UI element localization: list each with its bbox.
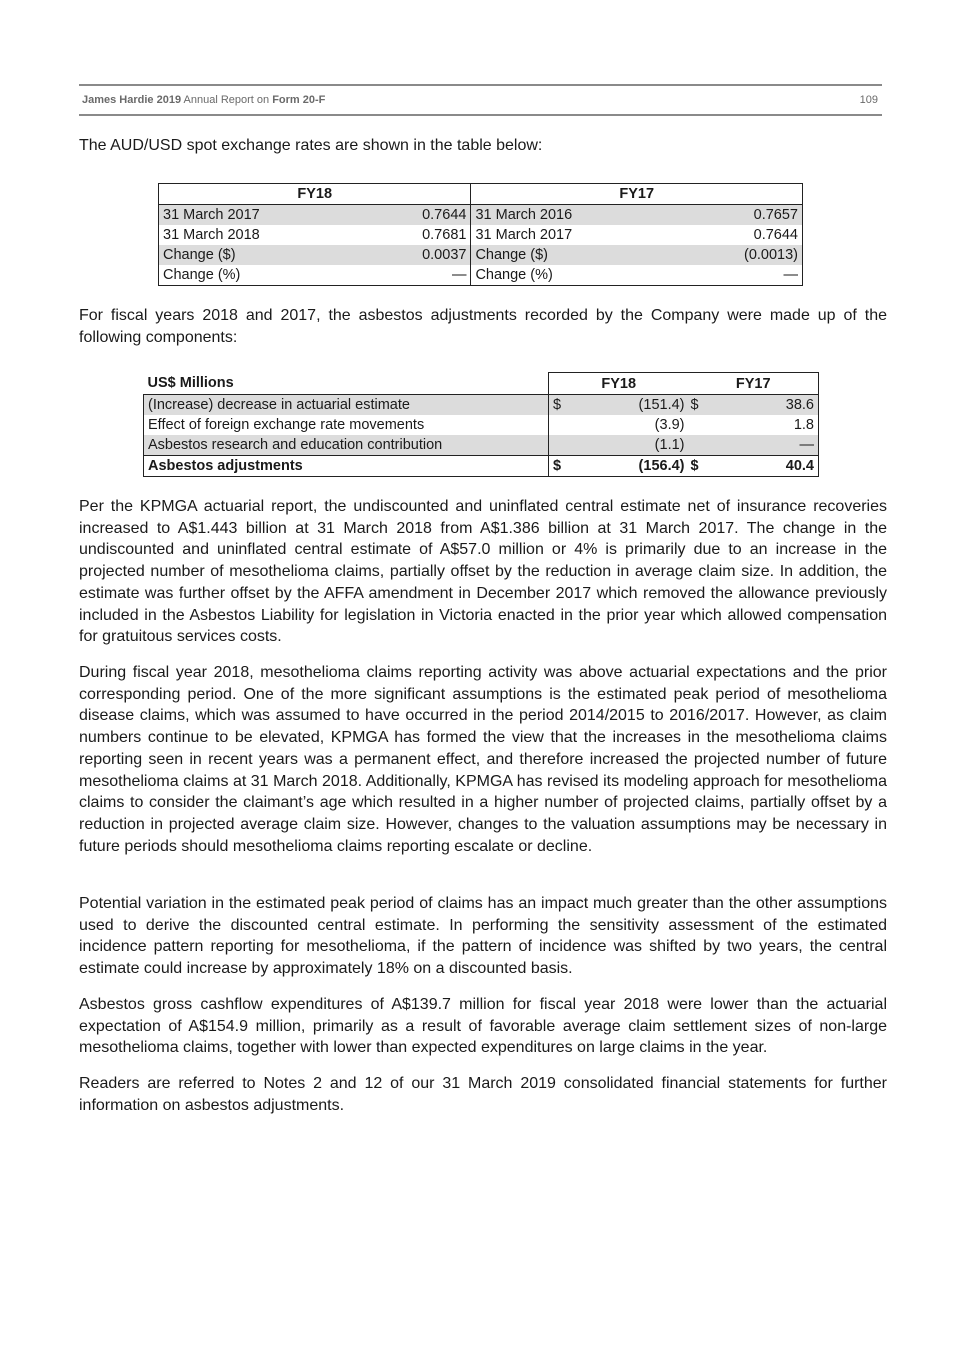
table-row bbox=[159, 205, 803, 226]
form-name: Form 20-F bbox=[272, 94, 326, 106]
currency-symbol bbox=[689, 415, 709, 435]
fx-rate-table bbox=[158, 183, 803, 286]
paragraph-claims-activity: During fiscal year 2018, mesothelioma claims reporting activity was above actuarial expectations and the prior corresponding period. One of the more significant assumptions is the estimated peak period of mesothelioma disease claims, which was assumed to have occurred in the period 2014/2015 to 2016/2017. However, as claim numbers continue to be elevated, KPMGA has formed the view that the increases in the mesothelioma claims reporting seen in recent years was a permanent effect, and therefore increased the projected number of future mesothelioma claims at 31 March 2018. Additionally, KPMGA has revised its modeling approach for mesothelioma claims to consider the claimant’s age which resulted in a higher number of projected claims, partially offset by a reduction in projected average claim size. However, changes to the valuation assumptions may be necessary in future periods should mesothelioma claims reporting escalate or decline. bbox=[79, 664, 887, 855]
adj-label: Effect of foreign exchange rate movements bbox=[144, 415, 549, 435]
currency-symbol: $ bbox=[689, 456, 709, 477]
paragraph-actuarial-estimate: Per the KPMGA actuarial report, the undiscounted and uninflated central estimate net of insurance recoveries increased to A$1.443 billion at 31 March 2018 from A$1.386 billion at 31 March 2017. The change in the undiscounted and uninflated central estimate of A$57.0 million or 4% is primarily due to an increase in the projected number of mesothelioma claims, partially offset by the reduction in average claim size. In addition, the estimate was further offset by the AFFA amendment in December 2017 which removed the allowance previously included in the Asbestos Liability for legislation in Victoria enacted in the prior year which allowed compensation for gratuitous services costs. bbox=[79, 498, 887, 646]
adj-fy17-header: FY17 bbox=[689, 373, 819, 395]
fy18-value: (151.4) bbox=[569, 395, 689, 416]
fy17-value: 0.7657 bbox=[679, 205, 803, 226]
fy18-value: 0.0037 bbox=[366, 245, 470, 265]
table-row bbox=[159, 225, 803, 245]
fx-fy18-header: FY18 bbox=[159, 184, 471, 205]
fy18-value: 0.7681 bbox=[422, 227, 467, 243]
table-row bbox=[144, 415, 819, 435]
fy18-label: 31 March 2017 bbox=[159, 205, 367, 226]
asbestos-adjustments-table bbox=[143, 372, 819, 477]
fx-table-header bbox=[159, 184, 803, 205]
adj-caption: US$ Millions bbox=[147, 375, 234, 392]
adj-intro-text: For fiscal years 2018 and 2017, the asbestos adjustments recorded by the Company were made up of the following components: bbox=[79, 307, 887, 346]
fy17-total: 40.4 bbox=[709, 456, 819, 477]
currency-symbol bbox=[549, 435, 569, 456]
total-row bbox=[144, 456, 819, 477]
fy17-label: 31 March 2017 bbox=[471, 225, 679, 245]
adj-fy18-header: FY18 bbox=[549, 373, 689, 395]
total-label: Asbestos adjustments bbox=[144, 456, 549, 477]
fy17-value: — bbox=[709, 435, 819, 456]
table-row bbox=[144, 435, 819, 456]
table-row bbox=[159, 245, 803, 265]
fy18-value: — bbox=[451, 267, 467, 283]
page-header bbox=[79, 84, 882, 116]
report-title bbox=[82, 94, 325, 106]
page-number: 109 bbox=[859, 94, 878, 106]
currency-symbol: $ bbox=[549, 456, 569, 477]
adj-label: Asbestos research and education contribution bbox=[144, 435, 549, 456]
currency-symbol bbox=[549, 415, 569, 435]
fy17-value: 0.7644 bbox=[753, 227, 798, 243]
adj-label: (Increase) decrease in actuarial estimate bbox=[144, 395, 549, 416]
currency-symbol: $ bbox=[689, 395, 709, 416]
paragraph-cashflow: Asbestos gross cashflow expenditures of A$139.7 million for fiscal year 2018 were lower than the actuarial expectation of A$154.9 million, primarily as a result of favorable average claim settlement sizes of non-large mesothelioma claims, together with lower than expected expenditures on large claims in the year. bbox=[79, 996, 887, 1057]
fy17-value: — bbox=[783, 267, 798, 283]
fy17-label: Change (%) bbox=[471, 265, 679, 286]
currency-symbol bbox=[689, 435, 709, 456]
fx-fy17-header: FY17 bbox=[471, 184, 803, 205]
fy18-total: (156.4) bbox=[569, 456, 689, 477]
fy17-label: 31 March 2016 bbox=[471, 205, 679, 226]
fy18-label: Change (%) bbox=[163, 267, 241, 283]
table-row bbox=[159, 265, 803, 286]
table-row bbox=[144, 395, 819, 416]
fy18-label: 31 March 2018 bbox=[163, 227, 260, 243]
fy18-label: Change ($) bbox=[159, 245, 367, 265]
fy18-value: (1.1) bbox=[569, 435, 689, 456]
paragraph-notes-reference: Readers are referred to Notes 2 and 12 of our 31 March 2019 consolidated financial statements for further information on asbestos adjustments. bbox=[79, 1075, 887, 1114]
adj-table-header bbox=[144, 373, 819, 395]
currency-symbol: $ bbox=[549, 395, 569, 416]
report-type: Annual Report on bbox=[181, 94, 273, 106]
fy17-value: (0.0013) bbox=[679, 245, 803, 265]
fy18-value: 0.7644 bbox=[366, 205, 470, 226]
fy17-value: 38.6 bbox=[709, 395, 819, 416]
fy17-label: Change ($) bbox=[471, 245, 679, 265]
fy18-value: (3.9) bbox=[654, 417, 685, 433]
fy17-value: 1.8 bbox=[709, 415, 819, 435]
paragraph-sensitivity: Potential variation in the estimated peak period of claims has an impact much greater than the other assumptions used to derive the discounted central estimate. In performing the sensitivity assessment of the estimated incidence pattern reporting for mesothelioma, if the pattern of incidence was shifted by two years, the central estimate could increase by approximately 18% on a discounted basis. bbox=[79, 895, 887, 978]
fx-intro-text: The AUD/USD spot exchange rates are shown in the table below: bbox=[79, 137, 543, 154]
brand-name: James Hardie 2019 bbox=[82, 94, 182, 106]
